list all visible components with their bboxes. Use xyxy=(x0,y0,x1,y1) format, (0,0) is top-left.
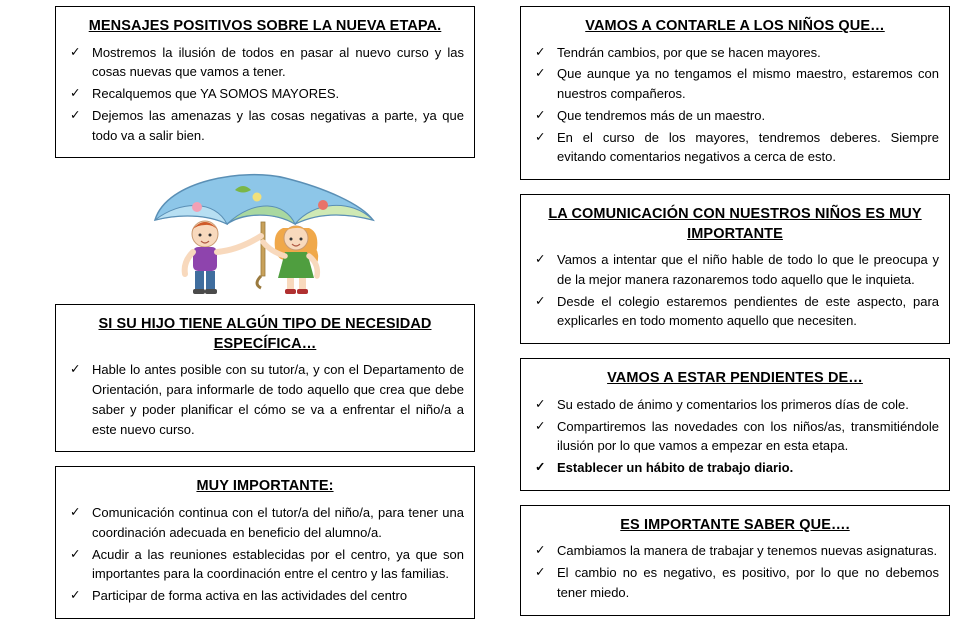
list-item-text: Recalquemos que YA SOMOS MAYORES. xyxy=(92,86,340,102)
check-icon: ✓ xyxy=(535,66,546,81)
check-icon: ✓ xyxy=(535,565,546,580)
check-icon: ✓ xyxy=(70,588,81,602)
list-item xyxy=(66,106,464,146)
section-item-list xyxy=(531,395,939,478)
section-vamos-a-estar-pendientes xyxy=(520,358,950,491)
section-title: LA COMUNICACIÓN CON NUESTROS NIÑOS ES MUY IMPORTANTE xyxy=(548,206,922,242)
list-item-text: Desde el colegio estaremos pendientes de este aspecto, para explicarles en todo momento aquello que necesiten. xyxy=(557,293,939,329)
list-item-text: Tendrán cambios, por que se hacen mayores. xyxy=(557,44,821,60)
section-mensajes-positivos xyxy=(55,6,475,158)
section-title: VAMOS A CONTARLE A LOS NIÑOS QUE… xyxy=(585,18,885,34)
list-item xyxy=(531,292,939,332)
section-title: MUY IMPORTANTE: xyxy=(196,478,334,495)
list-item-text: Hable lo antes posible con su tutor/a, y con el Departamento de Orientación, para informarle de todo aquello que crea que debe saber y poder planificar el cómo se va a enfrentar el niño/a a este nuevo curso. xyxy=(92,362,464,437)
list-item xyxy=(66,545,464,585)
section-item-list xyxy=(531,43,939,168)
list-item xyxy=(66,84,464,104)
list-item-text: Cambiamos la manera de trabajar y tenemos nuevas asignaturas. xyxy=(557,543,938,559)
section-title: MENSAJES POSITIVOS SOBRE LA NUEVA ETAPA. xyxy=(88,18,442,34)
list-item-text: Su estado de ánimo y comentarios los primeros días de cole. xyxy=(557,396,909,412)
check-icon: ✓ xyxy=(70,86,81,101)
list-item xyxy=(531,106,939,126)
list-item-text: Que tendremos más de un maestro. xyxy=(557,107,766,123)
list-item xyxy=(66,503,464,543)
section-item-list xyxy=(66,503,464,606)
list-item-text: Comunicación continua con el tutor/a del niño/a, para tener una coordinación adecuada en beneficio del alumno/a. xyxy=(92,505,464,540)
list-item-text: Acudir a las reuniones establecidas por el centro, ya que son importantes para la coordinación entre el centro y las familias. xyxy=(92,546,464,582)
section-vamos-a-contarle xyxy=(520,6,950,180)
section-title: SI SU HIJO TIENE ALGÚN TIPO DE NECESIDAD ESPECÍFICA… xyxy=(98,316,432,352)
list-item xyxy=(66,360,464,439)
section-item-list xyxy=(531,250,939,331)
list-item-text: Mostremos la ilusión de todos en pasar al nuevo curso y las cosas nuevas que vamos a tener. xyxy=(92,44,464,80)
check-icon: ✓ xyxy=(535,107,546,122)
section-item-list xyxy=(66,43,464,146)
check-icon: ✓ xyxy=(535,252,546,267)
list-item xyxy=(531,250,939,290)
list-item xyxy=(66,43,464,83)
check-icon: ✓ xyxy=(535,460,546,474)
section-comunicacion xyxy=(520,194,950,344)
check-icon: ✓ xyxy=(70,505,81,519)
check-icon: ✓ xyxy=(70,546,81,561)
list-item xyxy=(66,586,464,606)
check-icon: ✓ xyxy=(70,44,81,59)
list-item xyxy=(531,458,939,478)
section-muy-importante xyxy=(55,466,475,618)
section-title: VAMOS A ESTAR PENDIENTES DE… xyxy=(607,370,863,387)
list-item xyxy=(531,395,939,415)
right-column xyxy=(520,0,950,630)
section-es-importante-saber xyxy=(520,505,950,616)
list-item xyxy=(531,43,939,63)
list-item-text: El cambio no es negativo, es positivo, por lo que no debemos tener miedo. xyxy=(557,565,939,600)
check-icon: ✓ xyxy=(535,396,546,411)
list-item-text: Que aunque ya no tengamos el mismo maestro, estaremos con nuestros compañeros. xyxy=(557,66,939,102)
check-icon: ✓ xyxy=(535,543,546,558)
left-column xyxy=(55,0,475,633)
list-item-text: En el curso de los mayores, tendremos deberes. Siempre evitando comentarios negativos a cerca de esto. xyxy=(557,129,939,165)
check-icon: ✓ xyxy=(535,418,546,433)
list-item xyxy=(531,417,939,457)
list-item-text: Participar de forma activa en las actividades del centro xyxy=(92,588,408,603)
list-item-text: Compartiremos las novedades con los niños/as, transmitiéndole ilusión por lo que vamos a empezar en esta etapa. xyxy=(557,418,939,454)
check-icon: ✓ xyxy=(535,293,546,308)
check-icon: ✓ xyxy=(535,129,546,144)
check-icon: ✓ xyxy=(70,362,81,377)
list-item xyxy=(531,128,939,168)
section-item-list xyxy=(66,360,464,439)
section-title: ES IMPORTANTE SABER QUE…. xyxy=(620,516,850,533)
list-item-text: Establecer un hábito de trabajo diario. xyxy=(557,460,794,475)
children-with-umbrella-illustration xyxy=(55,172,475,294)
section-item-list xyxy=(531,541,939,602)
section-necesidad-especifica xyxy=(55,304,475,452)
list-item xyxy=(531,541,939,561)
check-icon: ✓ xyxy=(535,44,546,59)
list-item-text: Vamos a intentar que el niño hable de todo lo que le preocupa y de la mejor manera razonaremos todo aquello que le inquieta. xyxy=(557,252,939,287)
list-item xyxy=(531,563,939,603)
list-item xyxy=(531,64,939,104)
list-item-text: Dejemos las amenazas y las cosas negativas a parte, ya que todo va a salir bien. xyxy=(92,107,464,143)
check-icon: ✓ xyxy=(70,107,81,122)
